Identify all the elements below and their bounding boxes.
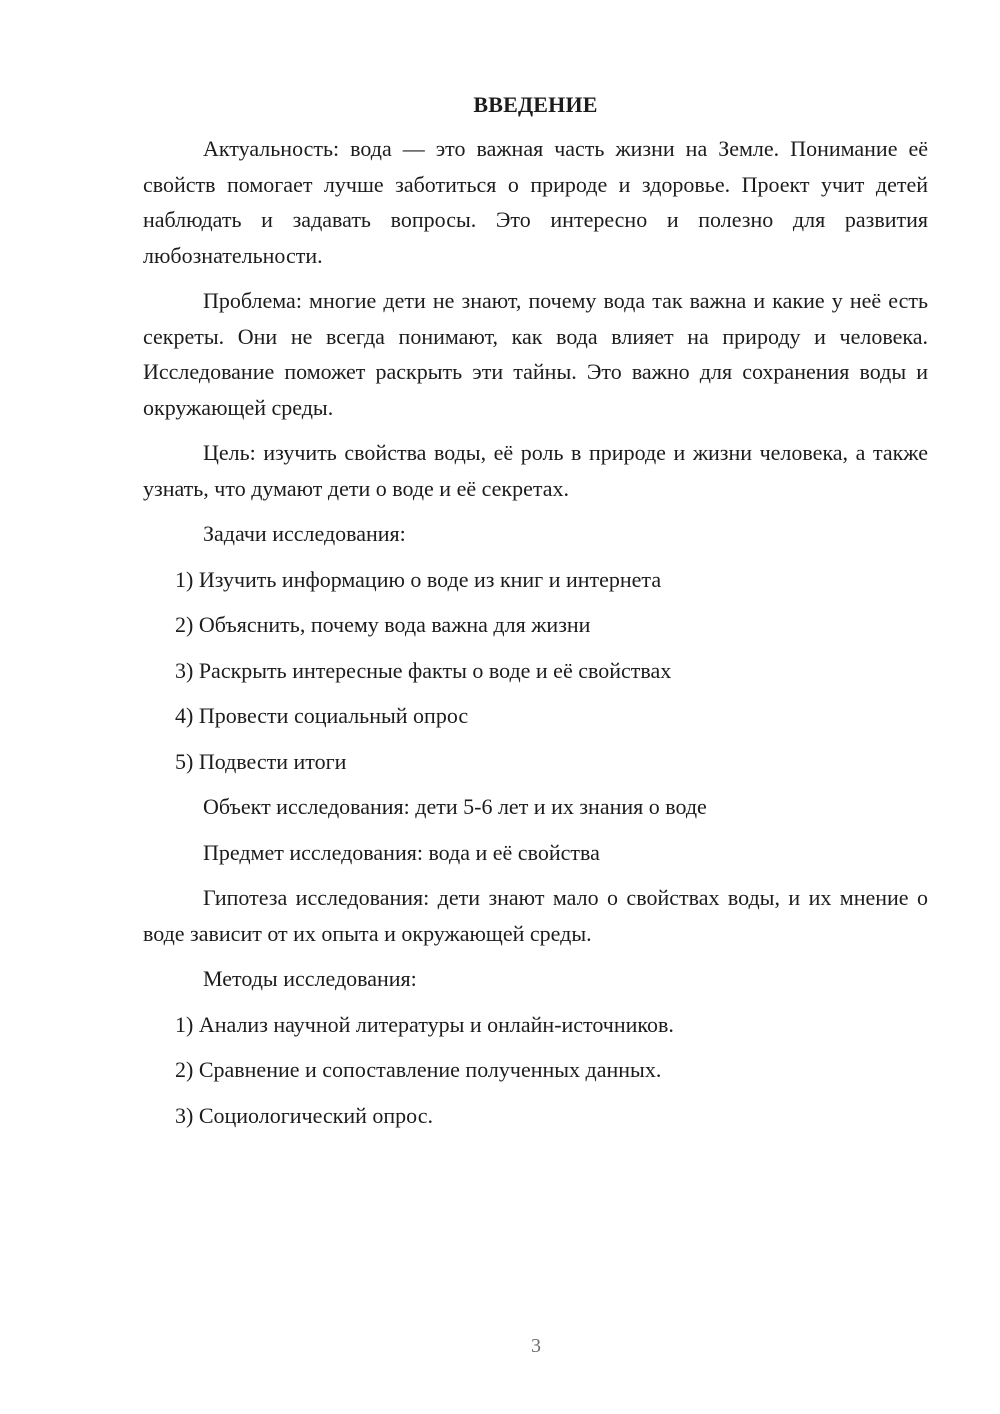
section-title: ВВЕДЕНИЕ (473, 92, 598, 117)
tasks-list (143, 562, 928, 780)
method-item: 1) Анализ научной литературы и онлайн-источников. (175, 1011, 674, 1037)
research-object: Объект исследования: дети 5-6 лет и их знания о воде (203, 794, 707, 819)
research-subject: Предмет исследования: вода и её свойства (203, 839, 600, 865)
methods-heading: Методы исследования: (203, 966, 417, 991)
task-item: 1) Изучить информацию о воде из книг и интернета (175, 566, 662, 592)
task-item: 3) Раскрыть интересные факты о воде и её свойствах (175, 657, 672, 683)
methods-list (143, 1007, 928, 1134)
goal-paragraph: Цель: изучить свойства воды, её роль в природе и жизни человека, а также узнать, что думают дети о воде и её секретах. (143, 440, 928, 501)
page-number: 3 (531, 1335, 541, 1357)
hypothesis-paragraph: Гипотеза исследования: дети знают мало о свойствах воды, и их мнение о воде зависит от их опыта и окружающей среды. (143, 885, 928, 946)
relevance-paragraph: Актуальность: вода — это важная часть жизни на Земле. Понимание её свойств помогает лучше заботиться о природе и здоровье. Проект учит детей наблюдать и задавать вопросы. Это интересно и полезно для развития любознательности. (143, 136, 928, 268)
document-page (143, 90, 928, 1143)
task-item: 4) Провести социальный опрос (175, 703, 469, 728)
problem-paragraph: Проблема: многие дети не знают, почему вода так важна и какие у неё есть секреты. Они не всегда понимают, как вода влияет на природу и человека. Исследование поможет раскрыть эти тайны. Это важно для сохранения воды и окружающей среды. (143, 288, 928, 420)
method-item: 3) Социологический опрос. (175, 1102, 433, 1128)
task-item: 5) Подвести итоги (175, 748, 347, 774)
method-item: 2) Сравнение и сопоставление полученных данных. (175, 1057, 662, 1082)
tasks-heading: Задачи исследования: (203, 521, 406, 546)
task-item: 2) Объяснить, почему вода важна для жизни (175, 612, 591, 637)
